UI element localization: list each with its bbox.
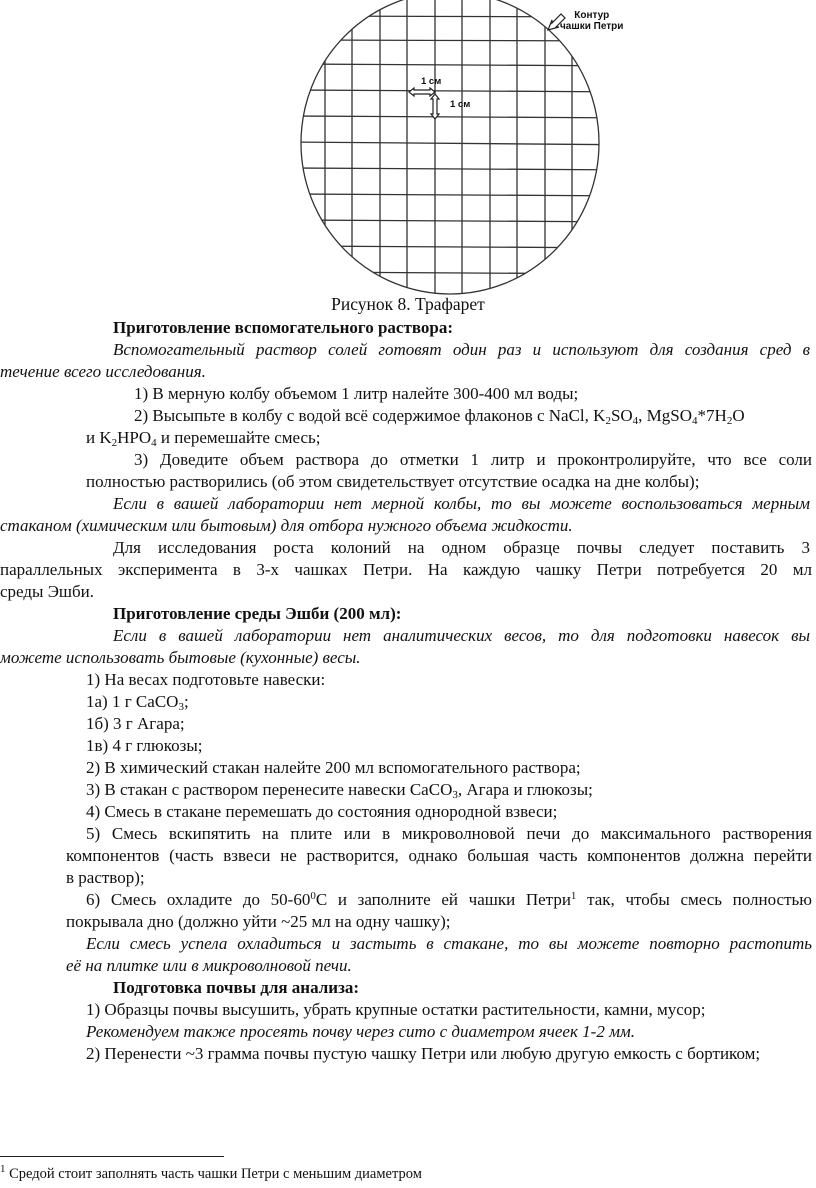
ashby-step-1a: 1а) 1 г CaCO$_3$; — [86, 692, 189, 713]
ashby-note-line2: можете использовать бытовые (кухонные) весы. — [0, 648, 361, 667]
contour-label-line1: Контур — [574, 10, 610, 21]
petri-dish-stencil-figure — [290, 0, 650, 300]
footnote-ref: 1 — [570, 890, 577, 902]
ashby-step-4: 4) Смесь в стакане перемешать до состояния однородной взвеси; — [86, 802, 558, 821]
scale-horizontal-label: 1 см — [421, 76, 442, 87]
contour-label — [560, 10, 623, 32]
grid-lines — [290, 0, 650, 300]
section-heading-soil-prep: Подготовка почвы для анализа: — [113, 978, 360, 997]
footnote-separator — [0, 1156, 224, 1157]
ashby-step-5-line1: 5) Смесь вскипятить на плите или в микроволновой печи до максимального растворения — [86, 824, 812, 843]
aux-note-line2: стаканом (химическим или бытовым) для отбора нужного объема жидкости. — [0, 516, 573, 535]
ashby-step-6-line1: 6) Смесь охладите до $50-60^0С$ и заполните ей чашки Петри$^1$ так, чтобы смесь полностью — [86, 890, 812, 909]
aux-para-line2: параллельных эксперимента в 3-х чашках Петри. На каждую чашку Петри потребуется 20 мл — [0, 560, 812, 579]
section-heading-aux-solution: Приготовление вспомогательного раствора: — [113, 318, 454, 337]
aux-para-line3: среды Эшби. — [0, 582, 94, 601]
footnote — [0, 1163, 422, 1183]
ashby-note2-line1: Если смесь успела охладиться и застыть в стакане, то вы можете повторно растопить — [86, 934, 812, 953]
aux-note-line1: Если в вашей лаборатории нет мерной колбы, то вы можете воспользоваться мерным — [113, 494, 810, 513]
petri-grid-diagram — [290, 0, 650, 300]
aux-step-1: 1) В мерную колбу объемом 1 литр налейте 300-400 мл воды; — [134, 384, 579, 403]
soil-note: Рекомендуем также просеять почву через сито с диаметром ячеек 1-2 мм. — [86, 1022, 636, 1041]
ashby-note2-line2: её на плитке или в микроволновой печи. — [66, 956, 352, 975]
figure-caption: Рисунок 8. Трафарет — [331, 294, 485, 314]
ashby-step-1c: 1в) 4 г глюкозы; — [86, 736, 203, 755]
aux-intro-line1: Вспомогательный раствор солей готовят один раз и используют для создания сред в — [113, 340, 810, 359]
ashby-step-5-line3: в раствор); — [66, 868, 145, 887]
footnote-text: Средой стоит заполнять часть чашки Петри с меньшим диаметром — [5, 1166, 422, 1182]
contour-label-line2: чашки Петри — [560, 21, 624, 32]
aux-para-line1: Для исследования роста колоний на одном образце почвы следует поставить 3 — [113, 538, 810, 557]
footnote-marker: 1 — [0, 1163, 6, 1175]
ashby-step-2: 2) В химический стакан налейте 200 мл вспомогательного раствора; — [86, 758, 581, 777]
aux-step-2: 2) Высыпьте в колбу с водой всё содержимое флаконов с NaCl, $K_2SO_4$, $MgSO_4*7H_2O$ — [134, 406, 745, 427]
ashby-step-1b: 1б) 3 г Агара; — [86, 714, 185, 733]
aux-step-2-cont: и $K_2HPO_4$ и перемешайте смесь; — [86, 428, 321, 449]
petri-dish-outline — [301, 0, 599, 294]
ashby-step-1: 1) На весах подготовьте навески: — [86, 670, 326, 689]
ashby-step-3: 3) В стакан с раствором перенесите навески CaCO$_3$, Агара и глюкозы; — [86, 780, 593, 801]
aux-step-3-line1: 3) Доведите объем раствора до отметки 1 литр и проконтролируйте, что все соли — [134, 450, 812, 469]
scale-arrows-icon — [409, 88, 439, 119]
section-heading-ashby-medium: Приготовление среды Эшби (200 мл): — [113, 604, 402, 623]
ashby-note-line1: Если в вашей лаборатории нет аналитических весов, то для подготовки навесок вы — [113, 626, 810, 645]
soil-step-2: 2) Перенести ~3 грамма почвы пустую чашку Петри или любую другую емкость с бортиком; — [86, 1044, 761, 1063]
aux-step-3-line2: полностью растворились (об этом свидетельствует отсутствие осадка на дне колбы); — [86, 472, 700, 491]
aux-intro-line2: течение всего исследования. — [0, 362, 206, 381]
soil-step-1: 1) Образцы почвы высушить, убрать крупные остатки растительности, камни, мусор; — [86, 1000, 706, 1019]
ashby-step-5-line2: компонентов (часть взвеси не растворится, однако большая часть компонентов должна перейти — [66, 846, 812, 865]
ashby-step-6-line2: покрывала дно (должно уйти ~25 мл на одну чашку); — [66, 912, 451, 931]
scale-vertical-label: 1 см — [450, 99, 471, 110]
